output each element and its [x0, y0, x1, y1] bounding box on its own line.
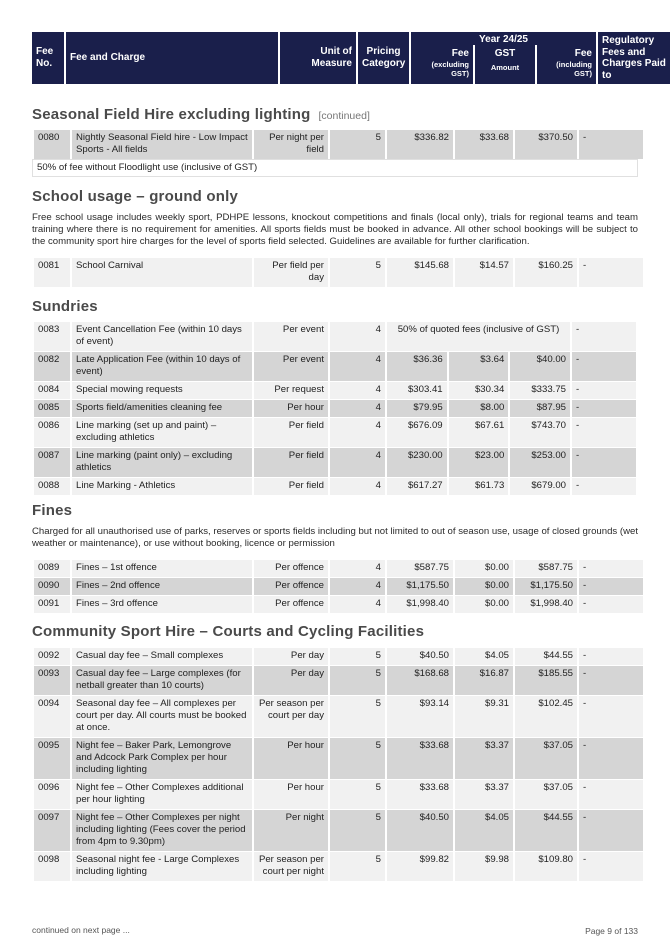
gst-amount: $3.64: [449, 352, 509, 382]
table-row: [34, 130, 643, 160]
gst-amount: $0.00: [455, 578, 513, 596]
pricing-category: 5: [330, 780, 385, 810]
fee-excl-gst: $1,175.50: [387, 578, 453, 596]
pricing-category: 4: [330, 352, 385, 382]
fee-no: 0080: [34, 130, 70, 160]
unit-of-measure: Per hour: [254, 738, 328, 780]
fee-incl-gst: $185.55: [515, 666, 577, 696]
pricing-category: 5: [330, 810, 385, 852]
fee-incl-gst: $37.05: [515, 780, 577, 810]
seasonal-note: 50% of fee without Floodlight use (inclusive of GST): [32, 159, 638, 177]
pricing-category: 5: [330, 130, 385, 160]
table-row: [34, 448, 636, 478]
fee-incl-gst: $253.00: [510, 448, 570, 478]
regulatory-paid-to: -: [572, 418, 636, 448]
pricing-category: 4: [330, 560, 385, 578]
unit-of-measure: Per offence: [254, 560, 328, 578]
regulatory-paid-to: -: [579, 666, 643, 696]
fee-description: School Carnival: [72, 258, 252, 288]
fee-description: Seasonal night fee - Large Complexes including lighting: [72, 852, 252, 882]
regulatory-paid-to: -: [579, 596, 643, 614]
fee-excl-gst: $1,998.40: [387, 596, 453, 614]
fee-incl-gst: $40.00: [510, 352, 570, 382]
unit-of-measure: Per day: [254, 648, 328, 666]
unit-of-measure: Per night per field: [254, 130, 328, 160]
fee-no: 0091: [34, 596, 70, 614]
pricing-category: 5: [330, 852, 385, 882]
fee-incl-gst: $333.75: [510, 382, 570, 400]
fee-description: Night fee – Baker Park, Lemongrove and Adcock Park Complex per hour including lighting: [72, 738, 252, 780]
fee-excl-gst: $93.14: [387, 696, 453, 738]
regulatory-paid-to: -: [579, 780, 643, 810]
fee-no: 0084: [34, 382, 70, 400]
fee-no: 0089: [34, 560, 70, 578]
header-fee-incl: [537, 45, 596, 84]
header-fee-and-charge: Fee and Charge: [66, 32, 278, 84]
regulatory-paid-to: -: [572, 322, 636, 352]
page-number: Page 9 of 133: [585, 926, 638, 936]
fee-excl-gst: $336.82: [387, 130, 453, 160]
fee-excl-gst: $33.68: [387, 738, 453, 780]
table-row: [34, 382, 636, 400]
pricing-category: 4: [330, 596, 385, 614]
table-row: [34, 322, 636, 352]
table-row: [34, 810, 643, 852]
fee-description: Seasonal day fee – All complexes per court per day. All courts must be booked at once.: [72, 696, 252, 738]
pricing-category: 5: [330, 696, 385, 738]
table-row: [34, 648, 643, 666]
header-gst-sub: Amount: [490, 62, 520, 72]
fee-no: 0098: [34, 852, 70, 882]
fee-no: 0093: [34, 666, 70, 696]
fee-description: Casual day fee – Large complexes (for netball greater than 10 courts): [72, 666, 252, 696]
pricing-category: 5: [330, 738, 385, 780]
fee-no: 0094: [34, 696, 70, 738]
unit-of-measure: Per hour: [254, 780, 328, 810]
table-fines: [32, 560, 645, 614]
fee-no: 0087: [34, 448, 70, 478]
fee-no: 0083: [34, 322, 70, 352]
gst-amount: $0.00: [455, 596, 513, 614]
unit-of-measure: Per season per court per day: [254, 696, 328, 738]
fee-excl-gst: $99.82: [387, 852, 453, 882]
header-year: Year 24/25: [411, 32, 596, 45]
regulatory-paid-to: -: [579, 810, 643, 852]
table-header: [32, 32, 666, 84]
pricing-category: 4: [330, 418, 385, 448]
table-row: [34, 666, 643, 696]
fee-incl-gst: $44.55: [515, 810, 577, 852]
gst-amount: $9.98: [455, 852, 513, 882]
table-row: [34, 596, 643, 614]
regulatory-paid-to: -: [579, 258, 643, 288]
unit-of-measure: Per offence: [254, 596, 328, 614]
fee-incl-gst: $37.05: [515, 738, 577, 780]
gst-amount: $9.31: [455, 696, 513, 738]
gst-amount: $3.37: [455, 738, 513, 780]
merged-fee-note: 50% of quoted fees (inclusive of GST): [387, 322, 570, 352]
fee-no: 0092: [34, 648, 70, 666]
fee-description: Line Marking - Athletics: [72, 478, 252, 496]
unit-of-measure: Per field: [254, 418, 328, 448]
gst-amount: $14.57: [455, 258, 513, 288]
header-fee-no: Fee No.: [32, 32, 64, 84]
header-regulatory: Regulatory Fees and Charges Paid to: [598, 32, 670, 84]
table-row: [34, 738, 643, 780]
unit-of-measure: Per field per day: [254, 258, 328, 288]
fee-description: Night fee – Other Complexes per night including lighting (Fees cover the period from 4pm to 9.30pm): [72, 810, 252, 852]
regulatory-paid-to: -: [579, 696, 643, 738]
fee-incl-gst: $44.55: [515, 648, 577, 666]
fee-incl-gst: $87.95: [510, 400, 570, 418]
regulatory-paid-to: -: [579, 648, 643, 666]
table-row: [34, 560, 643, 578]
fee-incl-gst: $102.45: [515, 696, 577, 738]
header-fee-incl-sub: (including GST): [556, 59, 592, 78]
fee-no: 0096: [34, 780, 70, 810]
section-title-sundries: Sundries: [32, 298, 98, 315]
fee-no: 0085: [34, 400, 70, 418]
fee-excl-gst: $168.68: [387, 666, 453, 696]
table-row: [34, 418, 636, 448]
unit-of-measure: Per day: [254, 666, 328, 696]
fee-excl-gst: $303.41: [387, 382, 447, 400]
table-sundries: [32, 322, 638, 496]
regulatory-paid-to: -: [572, 352, 636, 382]
pricing-category: 4: [330, 478, 385, 496]
fee-excl-gst: $40.50: [387, 810, 453, 852]
regulatory-paid-to: -: [572, 448, 636, 478]
fee-incl-gst: $1,998.40: [515, 596, 577, 614]
header-unit-of-measure: Unit of Measure: [280, 32, 356, 84]
fee-description: Late Application Fee (within 10 days of event): [72, 352, 252, 382]
regulatory-paid-to: -: [579, 130, 643, 160]
fee-excl-gst: $587.75: [387, 560, 453, 578]
section-title-seasonal-text: Seasonal Field Hire excluding lighting: [32, 106, 311, 123]
fee-description: Nightly Seasonal Field hire - Low Impact Sports - All fields: [72, 130, 252, 160]
school-description: Free school usage includes weekly sport, PDHPE lessons, knockout competitions and finals (local only), trials for regional teams and team training where there is no requirement for amenities. All sports fields must be booked in advance. All other school bookings will be subject to the community sport hire charges for the level of sports field selected. Guidelines are available for further clarification.: [32, 212, 638, 248]
table-row: [34, 400, 636, 418]
table-row: [34, 696, 643, 738]
section-title-school: School usage – ground only: [32, 188, 239, 205]
continued-footer: continued on next page ...: [32, 925, 130, 935]
fee-description: Event Cancellation Fee (within 10 days of event): [72, 322, 252, 352]
fines-description: Charged for all unauthorised use of parks, reserves or sports fields including but not limited to out of season use, usage of closed grounds (wet weather or maintenance), or use without booking, licence or permission: [32, 526, 638, 550]
fee-incl-gst: $1,175.50: [515, 578, 577, 596]
unit-of-measure: Per event: [254, 352, 328, 382]
fee-excl-gst: $617.27: [387, 478, 447, 496]
header-fee-excl-label: Fee: [451, 48, 469, 59]
header-fee-incl-label: Fee: [574, 48, 592, 59]
gst-amount: $30.34: [449, 382, 509, 400]
regulatory-paid-to: -: [579, 578, 643, 596]
fee-description: Casual day fee – Small complexes: [72, 648, 252, 666]
section-title-seasonal: [32, 106, 370, 123]
pricing-category: 5: [330, 258, 385, 288]
table-row: [34, 258, 643, 288]
fee-no: 0097: [34, 810, 70, 852]
fee-description: Line marking (set up and paint) – excluding athletics: [72, 418, 252, 448]
fee-no: 0090: [34, 578, 70, 596]
gst-amount: $4.05: [455, 810, 513, 852]
header-fee-excl: [411, 45, 473, 84]
fee-no: 0082: [34, 352, 70, 382]
fee-description: Special mowing requests: [72, 382, 252, 400]
pricing-category: 4: [330, 448, 385, 478]
table-community: [32, 648, 645, 882]
unit-of-measure: Per offence: [254, 578, 328, 596]
regulatory-paid-to: -: [572, 400, 636, 418]
header-gst: [475, 45, 535, 84]
gst-amount: $33.68: [455, 130, 513, 160]
gst-amount: $16.87: [455, 666, 513, 696]
gst-amount: $0.00: [455, 560, 513, 578]
section-title-community: Community Sport Hire – Courts and Cycling Facilities: [32, 623, 425, 640]
fee-excl-gst: $230.00: [387, 448, 447, 478]
unit-of-measure: Per field: [254, 478, 328, 496]
fee-description: Fines – 3rd offence: [72, 596, 252, 614]
header-fee-excl-sub: (excluding GST): [431, 59, 469, 78]
fee-incl-gst: $743.70: [510, 418, 570, 448]
fee-excl-gst: $676.09: [387, 418, 447, 448]
fee-incl-gst: $679.00: [510, 478, 570, 496]
section-title-fines: Fines: [32, 502, 73, 519]
fee-incl-gst: $370.50: [515, 130, 577, 160]
fee-incl-gst: $109.80: [515, 852, 577, 882]
pricing-category: 4: [330, 382, 385, 400]
table-school: [32, 258, 645, 288]
fee-description: Line marking (paint only) – excluding athletics: [72, 448, 252, 478]
pricing-category: 4: [330, 322, 385, 352]
pricing-category: 4: [330, 400, 385, 418]
fee-description: Night fee – Other Complexes additional per hour lighting: [72, 780, 252, 810]
gst-amount: $8.00: [449, 400, 509, 418]
fee-excl-gst: $40.50: [387, 648, 453, 666]
fee-no: 0088: [34, 478, 70, 496]
regulatory-paid-to: -: [579, 738, 643, 780]
gst-amount: $3.37: [455, 780, 513, 810]
regulatory-paid-to: -: [579, 560, 643, 578]
fee-incl-gst: $587.75: [515, 560, 577, 578]
regulatory-paid-to: -: [572, 478, 636, 496]
table-row: [34, 352, 636, 382]
pricing-category: 5: [330, 648, 385, 666]
unit-of-measure: Per night: [254, 810, 328, 852]
table-seasonal: [32, 130, 645, 160]
unit-of-measure: Per field: [254, 448, 328, 478]
unit-of-measure: Per season per court per night: [254, 852, 328, 882]
unit-of-measure: Per event: [254, 322, 328, 352]
gst-amount: $23.00: [449, 448, 509, 478]
table-row: [34, 578, 643, 596]
continued-label: [continued]: [318, 110, 370, 122]
table-row: [34, 478, 636, 496]
fee-excl-gst: $79.95: [387, 400, 447, 418]
regulatory-paid-to: -: [579, 852, 643, 882]
fee-description: Fines – 1st offence: [72, 560, 252, 578]
header-gst-label: GST: [494, 48, 516, 59]
pricing-category: 5: [330, 666, 385, 696]
fee-excl-gst: $36.36: [387, 352, 447, 382]
fee-no: 0086: [34, 418, 70, 448]
unit-of-measure: Per hour: [254, 400, 328, 418]
table-row: [34, 852, 643, 882]
fee-no: 0081: [34, 258, 70, 288]
gst-amount: $4.05: [455, 648, 513, 666]
pricing-category: 4: [330, 578, 385, 596]
fee-description: Fines – 2nd offence: [72, 578, 252, 596]
gst-amount: $67.61: [449, 418, 509, 448]
gst-amount: $61.73: [449, 478, 509, 496]
fee-description: Sports field/amenities cleaning fee: [72, 400, 252, 418]
fee-excl-gst: $33.68: [387, 780, 453, 810]
regulatory-paid-to: -: [572, 382, 636, 400]
header-pricing-category: Pricing Category: [358, 32, 409, 84]
table-row: [34, 780, 643, 810]
unit-of-measure: Per request: [254, 382, 328, 400]
fee-no: 0095: [34, 738, 70, 780]
fee-excl-gst: $145.68: [387, 258, 453, 288]
fee-incl-gst: $160.25: [515, 258, 577, 288]
